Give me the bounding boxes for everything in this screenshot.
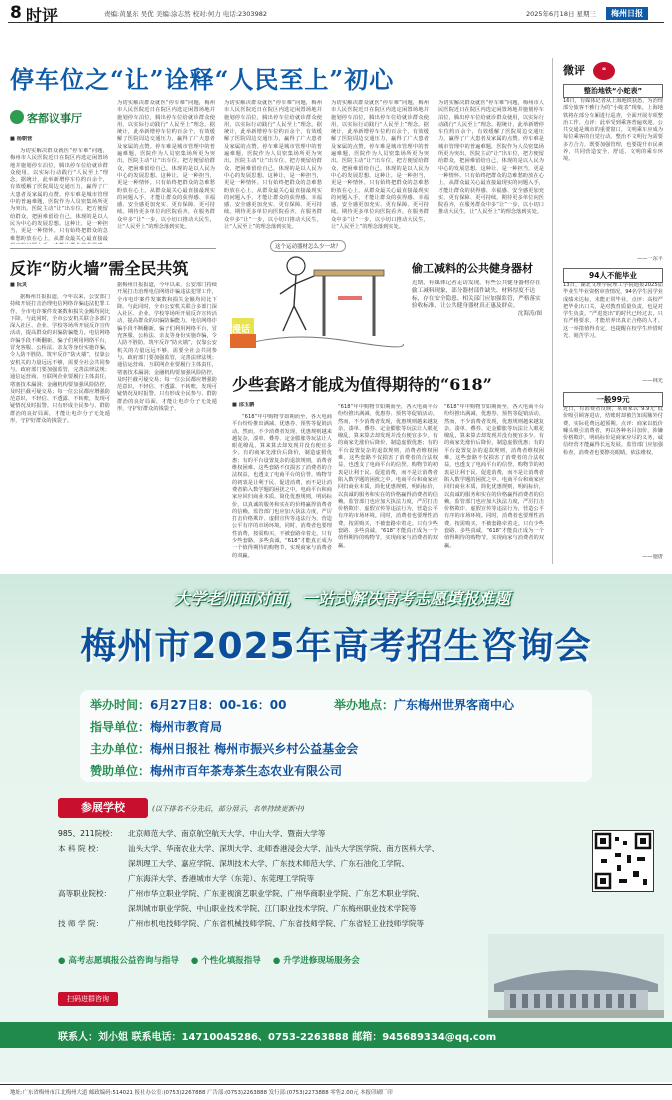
ad-place-value: 广东梅州世界客商中心 <box>394 698 515 712</box>
newspaper-logo: 梅州日报 <box>606 7 648 20</box>
cartoon-title: 偷工减料的公共健身器材 <box>412 262 533 275</box>
main-article-body-col5: 为切实解决群众就医“停车难”问题，梅州市人民医院近日在院区内选定闲置场地并施划停车泊位，腾出停车位给就诊群众使用，以实际行动践行“人民至上”理念。据统计，此举新增停车位约百余个，有效缓解了医院周边交通压力，赢得了广大患者及家属的点赞。停车难是城市管理中的普遍难题，医院作为人员密集场所更为突出。医院主动“让”出车位，把方便留给群众，把困难留给自己，体现的是以人民为中心的发展思想。这种让，是一种担当，更是一种情怀。只有始终把群众的急难愁盼放在心上，从群众最关心最直接最现实的问题入手，才能让群众的获得感、幸福感、安全感更加充实、更有保障、更可持续。期待更多单位向医院看齐，在服务群众中多“让”一步，以小切口推动大民生，让“人民至上”的理念落到实处。 <box>438 100 544 216</box>
ad-school-row <box>58 916 558 931</box>
ad-sponsor-value: 梅州市百年茶寿茶生态农业有限公司 <box>150 764 343 778</box>
page-header <box>8 5 664 23</box>
consumer-article-body-col2: “618”年中购物节如期而至，各大电商平台纷纷推出满减、优惠券、预售等促销活动。然而，不少消费者发现，优惠规则越来越复杂，凑单、叠券、定金膨胀等玩法让人眼花缭乱，算来算去却发现并没有便宜多少。有的商家先涨价后降价，制造虚假优惠；有的平台设置复杂的退款规则，消费者维权困难。这些套路不仅损害了消费者的合法权益，也透支了电商平台的信誉。购物节的初衷是让利于民、促进消费，而不是让消费者陷入数学题的困扰之中。电商平台和商家应回归商业本质，简化优惠规则，明码标价，以真诚的服务和实在的价格赢得消费者的信赖。监管部门也应加大执法力度，严厉打击价格欺诈、虚假宣传等违法行为，营造公平有序的市场环境。同时，消费者也要理性消费，按需购买，不被套路牵着走。只有少些套路、多些真诚，“618”才能真正成为一个值得期待的购物节，实现商家与消费者的双赢。 <box>338 404 438 549</box>
ad-school-row-label: 高等职业院校： <box>58 889 112 898</box>
ad-contact-bar <box>0 1022 672 1048</box>
ad-service-item: ● 个性化填报指导 <box>190 956 261 966</box>
ad-school-row-value: 深圳城市职业学院、中山职业技术学院、江门职业技术学院、广东梅州职业技术学院等 <box>128 904 417 913</box>
ad-banner <box>0 574 672 1082</box>
fire-article-title: 反诈“防火墙”需全民共筑 <box>10 259 189 278</box>
ad-school-row <box>58 826 558 841</box>
sidebar-label-icon: ❝ <box>593 62 615 80</box>
ad-school-row-value: 广州市华立职业学院、广东亚视演艺职业学院、广州华商职业学院、广东艺术职业学院、 <box>128 889 425 898</box>
main-article-title: 停车位之“让”诠释“人民至上”初心 <box>10 65 395 94</box>
ad-schools-title: 参展学校 <box>58 798 148 818</box>
consumer-article-author: ■ 邵玉鹏 <box>232 402 255 408</box>
sidebar-item1-title: 整治地铁“小蛇表” <box>563 84 663 98</box>
ad-host-label: 主办单位： <box>90 742 151 756</box>
date-line: 2025年6月18日 星期三 <box>526 10 597 18</box>
sidebar-item2-title: 94人不能毕业 <box>563 268 663 283</box>
ad-school-row <box>58 886 558 901</box>
ad-place-label: 举办地点： <box>334 698 395 712</box>
ad-sponsor <box>90 762 342 779</box>
ad-school-row-label: 985、211院校： <box>58 829 118 838</box>
fire-article-body-col1: 据梅州日报报道，今年以来，公安部门持续开展打击治理电信网络诈骗违法犯罪工作，全市电诈案件发案数和损失金额均同比下降。与此同时，全市公安机关联合多部门深入社区、企业、学校等场所开展反诈宣传活动，提高群众的识骗防骗能力。电信网络诈骗手段不断翻新，骗子们利用网络平台，冒充客服、公检法、亲友等身份实施诈骗，令人防不胜防。筑牢反诈“防火墙”，仅靠公安机关的力量远远不够，需要全社会共同参与。政府部门要加强监管，完善法律法规；通信运营商、互联网企业要履行主体责任，堵塞技术漏洞；金融机构要加强风险防控，及时拦截可疑交易；每一位公民都应增强防范意识，不轻信、不透露、不转账，发现可疑情况及时报警。只有形成全民参与、群防群治的良好局面，才能让电诈分子无处遁形，守护好群众的钱袋子。 <box>10 294 110 425</box>
ad-school-row-label <box>58 856 128 871</box>
qr-code[interactable] <box>592 830 654 892</box>
cartoon-box <box>228 236 545 362</box>
ad-time-label: 举办时间： <box>90 698 151 712</box>
sidebar <box>552 58 664 564</box>
qr-label: 扫码进群咨询 <box>58 992 118 1006</box>
sidebar-item3-title: 一般99元 <box>563 392 663 407</box>
column-badge-icon <box>10 110 24 124</box>
ad-school-row-label <box>58 901 128 916</box>
main-article-body-col1: 为切实解决群众就医“停车难”问题，梅州市人民医院近日在院区内选定闲置场地并施划停车泊位，腾出停车位给就诊群众使用，以实际行动践行“人民至上”理念。据统计，此举新增停车位约百余个，有效缓解了医院周边交通压力，赢得了广大患者及家属的点赞。停车难是城市管理中的普遍难题，医院作为人员密集场所更为突出。医院主动“让”出车位，把方便留给群众，把困难留给自己，体现的是以人民为中心的发展思想。这种让，是一种担当，更是一种情怀。只有始终把群众的急难愁盼放在心上，从群众最关心最直接最 <box>10 148 108 242</box>
ad-slogan: 大学老师面对面，一站式解决高考志愿填报难题 <box>173 589 510 608</box>
cartoon-caption-text: 近期，有媒体记者走访发现，有些公共健身器材存在偷工减料现象，部分器材部件缺失、材料厚度不达标，存在安全隐患。相关部门应加强监管，严格落实验收标准，让公共健身器材真正惠及群众。 <box>412 280 541 310</box>
ad-host <box>90 740 358 757</box>
ad-schools-note: (以下排名不分先后，部分展示，名单持续更新中) <box>152 805 305 813</box>
ad-title: 梅州市2025年高考招生咨询会 <box>80 626 592 667</box>
sidebar-item3-author: ——施唐 <box>642 554 663 560</box>
ad-service-text: 升学进修现场服务会 <box>283 956 360 966</box>
ad-contact: 联系人：刘小姐 联系电话：14710045286、0753-2263888 邮箱：945689334@qq.com <box>58 1032 497 1043</box>
ad-school-row-value: 广东海洋大学、香港城市大学（东莞）、东莞理工学院等 <box>128 874 315 883</box>
cartoon-image <box>228 236 408 358</box>
building-image <box>488 934 664 1018</box>
ad-service-item: ● 高考志愿填报公益咨询与指导 <box>58 956 179 966</box>
ad-guide <box>90 718 222 735</box>
section-title: 时评 <box>26 6 59 25</box>
consumer-article-title: 少些套路才能成为值得期待的“618” <box>232 375 492 394</box>
main-article-body-col3: 为切实解决群众就医“停车难”问题，梅州市人民医院近日在院区内选定闲置场地并施划停车泊位，腾出停车位给就诊群众使用，以实际行动践行“人民至上”理念。据统计，此举新增停车位约百余个，有效缓解了医院周边交通压力，赢得了广大患者及家属的点赞。停车难是城市管理中的普遍难题，医院作为人员密集场所更为突出。医院主动“让”出车位，把方便留给群众，把困难留给自己，体现的是以人民为中心的发展思想。这种让，是一种担当，更是一种情怀。只有始终把群众的急难愁盼放在心上，从群众最关心最直接最现实的问题入手，才能让群众的获得感、幸福感、安全感更加充实、更有保障、更可持续。期待更多单位向医院看齐，在服务群众中多“让”一步，以小切口推动大民生，让“人民至上”的理念落到实处。 <box>224 100 322 230</box>
ad-schools-list <box>58 826 558 931</box>
fire-article-body-col2: 据梅州日报报道，今年以来，公安部门持续开展打击治理电信网络诈骗违法犯罪工作，全市电诈案件发案数和损失金额均同比下降。与此同时，全市公安机关联合多部门深入社区、企业、学校等场所开展反诈宣传活动，提高群众的识骗防骗能力。电信网络诈骗手段不断翻新，骗子们利用网络平台，冒充客服、公检法、亲友等身份实施诈骗，令人防不胜防。筑牢反诈“防火墙”，仅靠公安机关的力量远远不够，需要全社会共同参与。政府部门要加强监管，完善法律法规；通信运营商、互联网企业要履行主体责任，堵塞技术漏洞；金融机构要加强风险防控，及时拦截可疑交易；每一位公民都应增强防范意识，不轻信、不透露、不转账，发现可疑情况及时报警。只有形成全民参与、群防群治的良好局面，才能让电诈分子无处遁形，守护好群众的钱袋子。 <box>117 282 217 413</box>
ad-school-row <box>58 856 558 871</box>
main-article-body-col4: 为切实解决群众就医“停车难”问题，梅州市人民医院近日在院区内选定闲置场地并施划停车泊位，腾出停车位给就诊群众使用，以实际行动践行“人民至上”理念。据统计，此举新增停车位约百余个，有效缓解了医院周边交通压力，赢得了广大患者及家属的点赞。停车难是城市管理中的普遍难题，医院作为人员密集场所更为突出。医院主动“让”出车位，把方便留给群众，把困难留给自己，体现的是以人民为中心的发展思想。这种让，是一种担当，更是一种情怀。只有始终把群众的急难愁盼放在心上，从群众最关心最直接最现实的问题入手，才能让群众的获得感、幸福感、安全感更加充实、更有保障、更可持续。期待更多单位向医院看齐，在服务群众中多“让”一步，以小切口推动大民生，让“人民至上”的理念落到实处。 <box>331 100 429 230</box>
ad-info-box <box>80 690 592 782</box>
ad-service-text: 高考志愿填报公益咨询与指导 <box>68 956 179 966</box>
ad-school-row-value: 北京师范大学、南京航空航天大学、中山大学、暨南大学等 <box>128 829 326 838</box>
divider <box>10 248 216 249</box>
ad-time <box>90 696 287 713</box>
sidebar-label: 微评 <box>563 64 585 77</box>
ad-host-value: 梅州日报社 梅州市振兴乡村公益基金会 <box>150 742 359 756</box>
cartoon-speech: 这个运动器材怎么少一块？ <box>270 240 346 252</box>
main-article-body-col2: 为切实解决群众就医“停车难”问题，梅州市人民医院近日在院区内选定闲置场地并施划停车泊位，腾出停车位给就诊群众使用，以实际行动践行“人民至上”理念。据统计，此举新增停车位约百余个，有效缓解了医院周边交通压力，赢得了广大患者及家属的点赞。停车难是城市管理中的普遍难题，医院作为人员密集场所更为突出。医院主动“让”出车位，把方便留给群众，把困难留给自己，体现的是以人民为中心的发展思想。这种让，是一种担当，更是一种情怀。只有始终把群众的急难愁盼放在心上，从群众最关心最直接最现实的问题入手，才能让群众的获得感、幸福感、安全感更加充实、更有保障、更可持续。期待更多单位向医院看齐，在服务群众中多“让”一步，以小切口推动大民生，让“人民至上”的理念落到实处。 <box>117 100 215 231</box>
consumer-article-body-col1: “618”年中购物节如期而至，各大电商平台纷纷推出满减、优惠券、预售等促销活动。然而，不少消费者发现，优惠规则越来越复杂，凑单、叠券、定金膨胀等玩法让人眼花缭乱，算来算去却发现并没有便宜多少。有的商家先涨价后降价，制造虚假优惠；有的平台设置复杂的退款规则，消费者维权困难。这些套路不仅损害了消费者的合法权益，也透支了电商平台的信誉。购物节的初衷是让利于民、促进消费，而不是让消费者陷入数学题的困扰之中。电商平台和商家应回归商业本质，简化优惠规则，明码标价，以真诚的服务和实在的价格赢得消费者的信赖。监管部门也应加大执法力度，严厉打击价格欺诈、虚假宣传等违法行为，营造公平有序的市场环境。同时，消费者也要理性消费，按需购买，不被套路牵着走。只有少些套路、多些真诚，“618”才能真正成为一个值得期待的购物节，实现商家与消费者的双赢。 <box>232 414 332 559</box>
cartoon-author: 沈海涛/图 <box>517 311 542 318</box>
footer-text: 地址:广东省梅州市江北梅州大道 邮政编码:514021 报社办公室:(0753)2267888 广告部:(0753)2263888 发行部:(0753)2273888 零售2.00元 本报印刷厂印 <box>10 1090 393 1096</box>
ad-school-row-value: 汕头大学、华南农业大学、深圳大学、北师香港浸会大学、汕头大学医学院、南方医科大学、 <box>128 844 440 853</box>
ad-school-row <box>58 841 558 856</box>
ad-service-text: 个性化填报指导 <box>201 956 261 966</box>
page-number: 8 <box>10 3 22 23</box>
sidebar-item2-author: ——林光 <box>642 378 663 384</box>
ad-service-item: ● 升学进修现场服务会 <box>272 956 360 966</box>
ad-time-value: 6月27日8：00-16：00 <box>150 698 287 712</box>
page-footer <box>0 1084 672 1100</box>
column-badge <box>10 108 102 126</box>
consumer-article-body-col3: “618”年中购物节如期而至，各大电商平台纷纷推出满减、优惠券、预售等促销活动。然而，不少消费者发现，优惠规则越来越复杂，凑单、叠券、定金膨胀等玩法让人眼花缭乱，算来算去却发现并没有便宜多少。有的商家先涨价后降价，制造虚假优惠；有的平台设置复杂的退款规则，消费者维权困难。这些套路不仅损害了消费者的合法权益，也透支了电商平台的信誉。购物节的初衷是让利于民、促进消费，而不是让消费者陷入数学题的困扰之中。电商平台和商家应回归商业本质，简化优惠规则，明码标价，以真诚的服务和实在的价格赢得消费者的信赖。监管部门也应加大执法力度，严厉打击价格欺诈、虚假宣传等违法行为，营造公平有序的市场环境。同时，消费者也要理性消费，按需购买，不被套路牵着走。只有少些套路、多些真诚，“618”才能真正成为一个值得期待的购物节，实现商家与消费者的双赢。 <box>444 404 544 549</box>
staff-line: 责编:黄显东 吴优 美编:涂志然 校对:何力 电话:2303982 <box>104 10 267 18</box>
cartoon-caption <box>412 280 542 356</box>
ad-school-row-label: 本 科 院 校： <box>58 844 104 853</box>
ad-school-row <box>58 871 558 886</box>
sidebar-item3-body: 近日，有消费者反映，某商家以“9.9元”低价吸引顾客进店，结账时却被告知需额外付费，实际花费远超预期。点评：商家以低价噱头吸引消费者，再以各种名目加价，涉嫌价格欺诈。明码标价是商家应尽的义务，诚信经营才能赢得长远发展。监管部门应加强检查，消费者也要擦亮眼睛，依法维权。 <box>563 406 663 456</box>
ad-school-row-label: 技 师 学 院： <box>58 919 104 928</box>
column-badge-label: 客都议事厅 <box>27 112 82 125</box>
ad-services <box>58 954 458 966</box>
sidebar-item1-author: ——一东平 <box>637 256 663 262</box>
sidebar-item2-body: 13日，湖北文理学院理工学院通报2025届毕业生毕业资格审查情况，94名学生因学业成绩未达标，未能正常毕业。点评：高校严把毕业出口关，是对教育质量负责，也是对学生负责。“严进宽出”的时代已经过去，只有严格要求，才能培养出真正合格的人才。这一举措值得肯定，也提醒在校学生珍惜时光、刻苦学习。 <box>563 282 663 340</box>
ad-school-row-value: 广州市机电技师学院、广东省机械技师学院、广东省技师学院、广东省轻工业技师学院等 <box>128 919 425 928</box>
fire-article-author: ■ 阮灵 <box>10 282 28 288</box>
cartoon-label: 漫话 <box>232 325 251 335</box>
ad-place <box>334 696 514 713</box>
ad-school-row-value: 深圳理工大学、嘉应学院、深圳技术大学、广东技术师范大学、广东石油化工学院、 <box>128 859 409 868</box>
ad-sponsor-label: 赞助单位： <box>90 764 151 778</box>
main-article-author: ■ 杨朝营 <box>10 136 33 142</box>
ad-guide-label: 指导单位： <box>90 720 151 734</box>
ad-school-row-label <box>58 871 128 886</box>
sidebar-item1-body: 16日，有媒体记者从上海地铁获悉，为治理部分旅客不雅行为的“小蛇表”现象，上海地铁将在部分车厢进行巡查，全面开展专项整治工作。点评：此举受到乘客普遍欢迎。公共交通是城市的重要窗口，文明乘车应成为每位乘客的自觉行动。整治不文明行为需要多方合力，既要加强管理，也要提升市民素养，共同营造安全、舒适、文明的乘车环境。 <box>563 98 663 163</box>
ad-guide-value: 梅州市教育局 <box>150 720 223 734</box>
ad-school-row <box>58 901 558 916</box>
